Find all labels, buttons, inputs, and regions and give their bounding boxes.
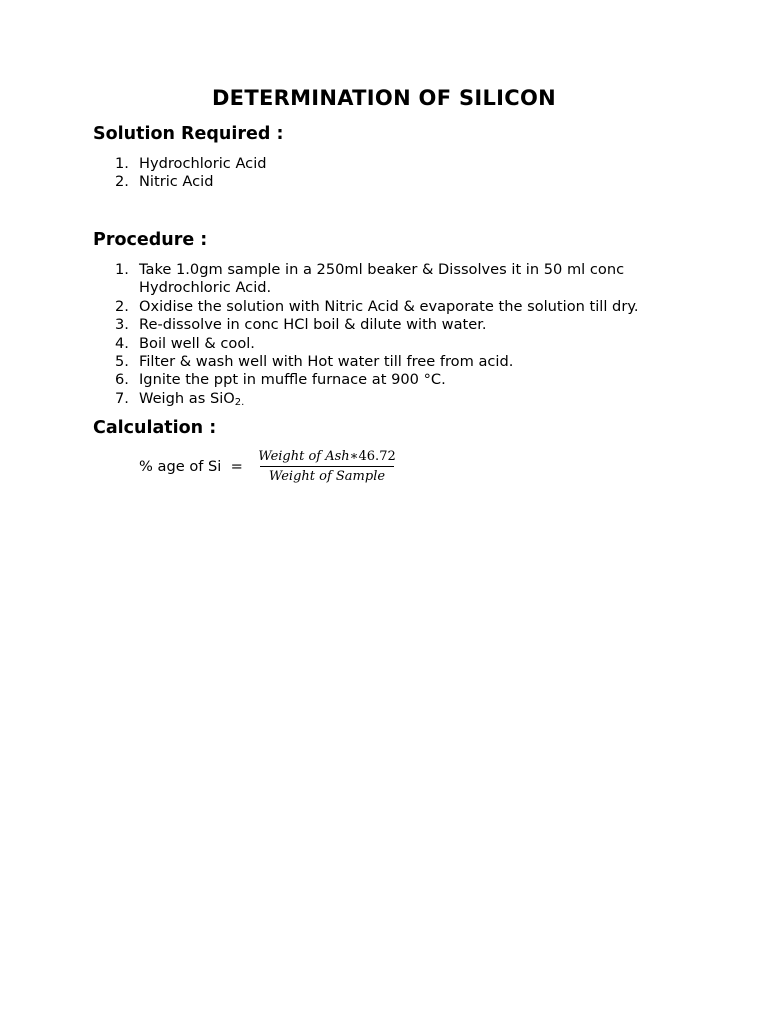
list-item-number: 7. <box>115 389 129 407</box>
list-item-text: Boil well & cool. <box>139 334 255 352</box>
list-item-text: Oxidise the solution with Nitric Acid & evaporate the solution till dry. <box>139 297 639 315</box>
formula-denominator: Weight of Sample <box>268 469 386 484</box>
list-item-number: 4. <box>115 334 129 352</box>
multiply-operator: ∗ <box>349 449 359 464</box>
solutions-heading: Solution Required : <box>93 124 284 144</box>
procedure-list <box>93 261 699 408</box>
list-item-text: Nitric Acid <box>139 173 214 191</box>
list-item-text: Re-dissolve in conc HCl boil & dilute with water. <box>139 316 487 334</box>
list-item-number: 6. <box>115 371 129 389</box>
formula-numerator <box>258 448 396 466</box>
list-item-number: 3. <box>115 316 129 334</box>
solutions-list <box>93 155 699 192</box>
list-item <box>93 173 699 191</box>
list-item-text: Ignite the ppt in muffle furnace at 900 °C. <box>139 371 446 389</box>
list-item <box>93 298 699 316</box>
page-title: DETERMINATION OF SILICON <box>211 86 557 110</box>
list-item <box>93 335 699 353</box>
list-item <box>93 155 699 173</box>
list-item-text: Hydrochloric Acid <box>139 155 267 172</box>
list-item <box>93 353 699 371</box>
formula-fraction <box>258 448 396 485</box>
list-item-text: Weigh as SiO <box>139 389 235 407</box>
list-item-number: 2. <box>115 297 129 315</box>
numerator-value: 46.72 <box>358 449 396 464</box>
list-item <box>93 316 699 334</box>
list-item-number: 1. <box>115 155 129 172</box>
numerator-text: Weight of Ash <box>258 449 350 464</box>
formula-label <box>139 458 243 475</box>
list-item <box>93 390 699 408</box>
list-item-number: 1. <box>115 261 129 278</box>
procedure-heading: Procedure : <box>93 230 208 250</box>
list-item-number: 2. <box>115 173 129 191</box>
calculation-heading: Calculation : <box>93 418 217 438</box>
subscript-text: 2. <box>234 396 245 408</box>
list-item <box>93 371 699 389</box>
list-item <box>93 261 674 298</box>
list-item-text: Take 1.0gm sample in a 250ml beaker & Dissolves it in 50 ml conc Hydrochloric Acid. <box>139 261 625 297</box>
formula-label-text: % age of Si = <box>139 458 243 475</box>
list-item-text: Filter & wash well with Hot water till free from acid. <box>139 353 514 371</box>
list-item-number: 5. <box>115 353 129 371</box>
